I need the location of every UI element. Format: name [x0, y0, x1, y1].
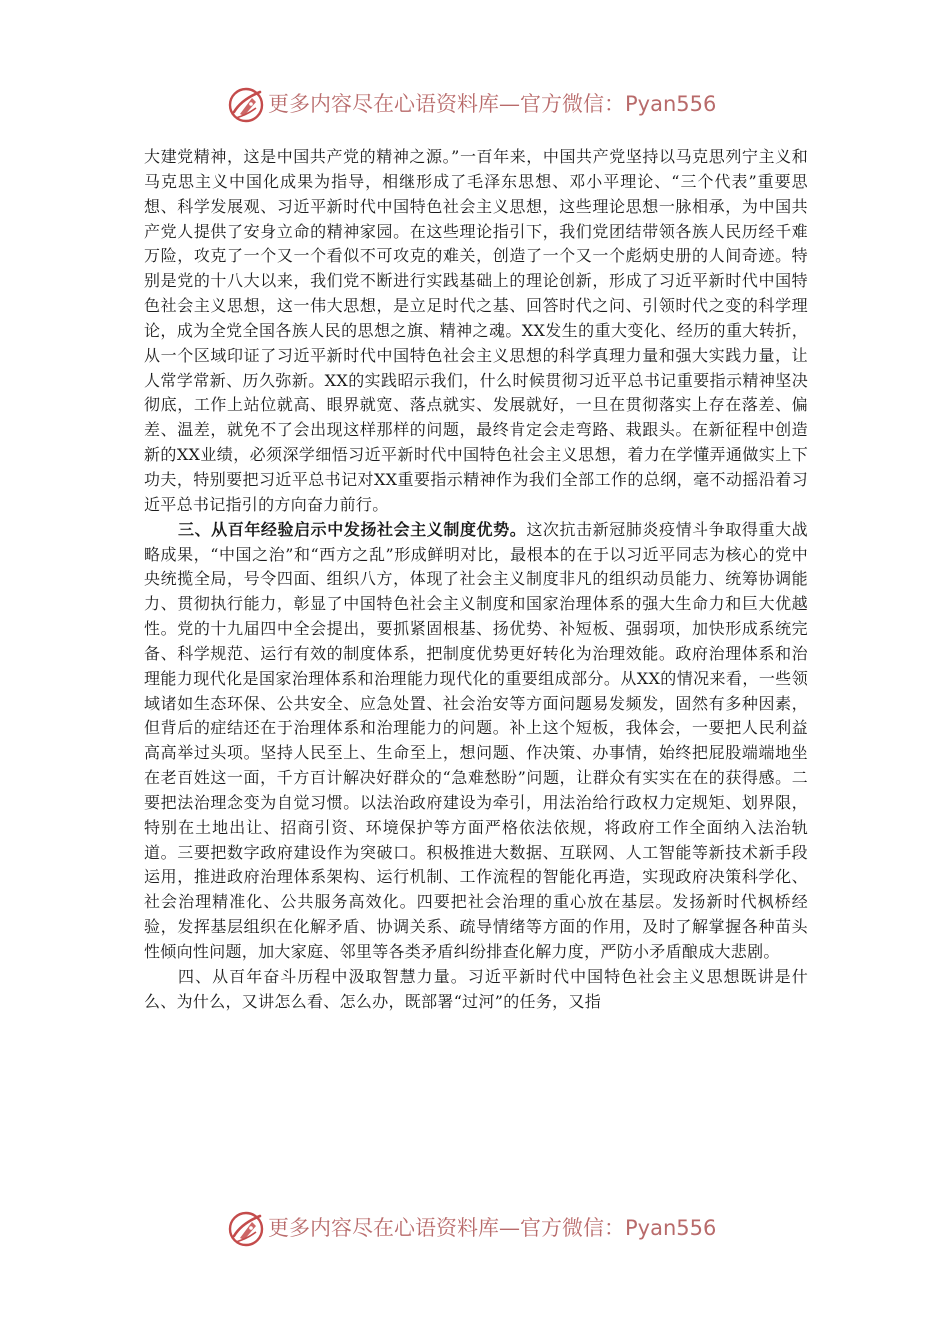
pen-nib-logo-icon: [226, 84, 266, 124]
paragraph-3: [144, 965, 808, 1015]
section-3-heading: 三、从百年经验启示中发扬社会主义制度优势。: [178, 519, 527, 539]
footer-watermark-banner: [0, 1206, 950, 1250]
header-wechat-id: Pyan556: [625, 92, 717, 116]
paragraph-2: [144, 518, 808, 965]
paragraph-2-text: 这次抗击新冠肺炎疫情斗争取得重大战略成果，“中国之治”和“西方之乱”形成鲜明对比，最根本的在于以习近平同志为核心的党中央统揽全局，号令四面、组织八方，体现了社会主义制度非凡的组织动员能力、统筹协调能力、贯彻执行能力，彰显了中国特色社会主义制度和国家治理体系的强大生命力和巨大优越性。党的十九届四中全会提出，要抓紧固根基、扬优势、补短板、强弱项，加快形成系统完备、科学规范、运行有效的制度体系，把制度优势更好转化为治理效能。政府治理体系和治理能力现代化是国家治理体系和治理能力现代化的重要组成部分。从XX的情况来看，一些领域诸如生态环保、公共安全、应急处置、社会治安等方面问题易发频发，固然有多种因素，但背后的症结还在于治理体系和治理能力的问题。补上这个短板，我体会，一要把人民利益高高举过头项。坚持人民至上、生命至上，想问题、作决策、办事情，始终把屁股端端地坐在老百姓这一面，千方百计解决好群众的“急难愁盼”问题，让群众有实实在在的获得感。二要把法治理念变为自觉习惯。以法治政府建设为牵引，用法治给行政权力定规矩、划界限，特别在土地出让、招商引资、环境保护等方面严格依法依规，将政府工作全面纳入法治轨道。三要把数字政府建设作为突破口。积极推进大数据、互联网、人工智能等新技术新手段运用，推进政府治理体系架构、运行机制、工作流程的智能化再造，实现政府决策科学化、社会治理精准化、公共服务高效化。四要把社会治理的重心放在基层。发扬新时代枫桥经验，发挥基层组织在化解矛盾、协调关系、疏导情绪等方面的作用，及时了解掌握各种苗头性倾向性问题，加大家庭、邻里等各类矛盾纠纷排查化解力度，严防小矛盾酿成大悲剧。: [144, 519, 808, 961]
header-banner-text: [268, 88, 716, 120]
header-watermark-banner: [0, 82, 950, 126]
pen-nib-logo-icon: [226, 1208, 266, 1248]
header-banner-label: 更多内容尽在心语资料库—官方微信：: [268, 92, 625, 116]
paragraph-1-text: 大建党精神，这是中国共产党的精神之源。”一百年来，中国共产党坚持以马克思列宁主义和马克思主义中国化成果为指导，相继形成了毛泽东思想、邓小平理论、“三个代表”重要思想、科学发展观、习近平新时代中国特色社会主义思想，这些理论思想一脉相承，为中国共产党人提供了安身立命的精神家园。在这些理论指引下，我们党团结带领各族人民历经千难万险，攻克了一个又一个看似不可攻克的难关，创造了一个又一个彪炳史册的人间奇迹。特别是党的十八大以来，我们党不断进行实践基础上的理论创新，形成了习近平新时代中国特色社会主义思想，这一伟大思想，是立足时代之基、回答时代之问、引领时代之变的科学理论，成为全党全国各族人民的思想之旗、精神之魂。XX发生的重大变化、经历的重大转折，从一个区域印证了习近平新时代中国特色社会主义思想的科学真理力量和强大实践力量，让人常学常新、历久弥新。XX的实践昭示我们，什么时候贯彻习近平总书记重要指示精神坚决彻底，工作上站位就高、眼界就宽、落点就实、发展就好，一旦在贯彻落实上存在落差、偏差、温差，就免不了会出现这样那样的问题，最终肯定会走弯路、栽跟头。在新征程中创造新的XX业绩，必须深学细悟习近平新时代中国特色社会主义思想，着力在学懂弄通做实上下功夫，特别要把习近平总书记对XX重要指示精神作为我们全部工作的总纲，毫不动摇沿着习近平总书记指引的方向奋力前行。: [144, 147, 808, 514]
footer-banner-label: 更多内容尽在心语资料库—官方微信：: [268, 1216, 625, 1240]
paragraph-3-text: 四、从百年奋斗历程中汲取智慧力量。习近平新时代中国特色社会主义思想既讲是什么、为什么，又讲怎么看、怎么办，既部署“过河”的任务，又指: [144, 966, 808, 1011]
document-body: [144, 145, 808, 1015]
footer-wechat-id: Pyan556: [625, 1216, 717, 1240]
paragraph-1: [144, 145, 808, 518]
footer-banner-text: [268, 1212, 716, 1244]
